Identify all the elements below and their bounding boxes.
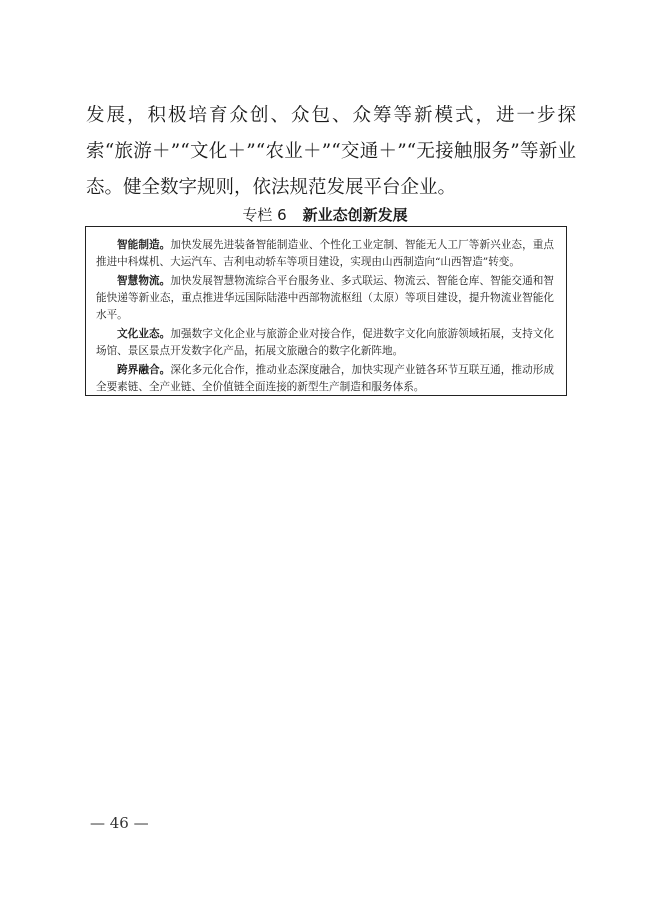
box-item-text: 深化多元化合作，推动业态深度融合，加快实现产业链各环节互联互通，推动形成全要素链、全产业链、全价值链全面连接的新型生产制造和服务体系。 bbox=[96, 364, 555, 393]
box-item-smart-logistics bbox=[96, 273, 554, 324]
box-item-cultural-business bbox=[96, 326, 554, 360]
box-item-term: 智能制造。 bbox=[117, 239, 171, 251]
column-box-heading: 新业态创新发展 bbox=[302, 206, 408, 224]
box-item-term: 文化业态。 bbox=[117, 328, 171, 340]
page-number: — 46 — bbox=[90, 814, 149, 832]
box-item-cross-border-integration bbox=[96, 362, 554, 396]
column-box-title bbox=[0, 204, 650, 225]
column-box-number: 专栏 6 bbox=[242, 206, 287, 224]
box-item-text: 加快发展智慧物流综合平台服务业、多式联运、物流云、智能仓库、智能交通和智能快递等新业态，重点推进华远国际陆港中西部物流枢纽（太原）等项目建设，提升物流业智能化水平。 bbox=[96, 275, 555, 321]
box-item-text: 加强数字文化企业与旅游企业对接合作，促进数字文化向旅游领域拓展，支持文化场馆、景区景点开发数字化产品，拓展文旅融合的数字化新阵地。 bbox=[96, 328, 555, 357]
column-box bbox=[85, 226, 567, 396]
box-item-text: 加快发展先进装备智能制造业、个性化工业定制、智能无人工厂等新兴业态，重点推进中科煤机、大运汽车、吉利电动轿车等项目建设，实现由山西制造向“山西智造”转变。 bbox=[96, 239, 555, 268]
column-box-content bbox=[96, 237, 554, 398]
box-item-term: 跨界融合。 bbox=[117, 364, 171, 376]
box-item-term: 智慧物流。 bbox=[117, 275, 171, 287]
body-paragraph: 发展，积极培育众创、众包、众筹等新模式，进一步探索“旅游＋”“文化＋”“农业＋”“交通＋”“无接触服务”等新业态。健全数字规则，依法规范发展平台企业。 bbox=[86, 105, 576, 198]
box-item-smart-manufacturing bbox=[96, 237, 554, 271]
